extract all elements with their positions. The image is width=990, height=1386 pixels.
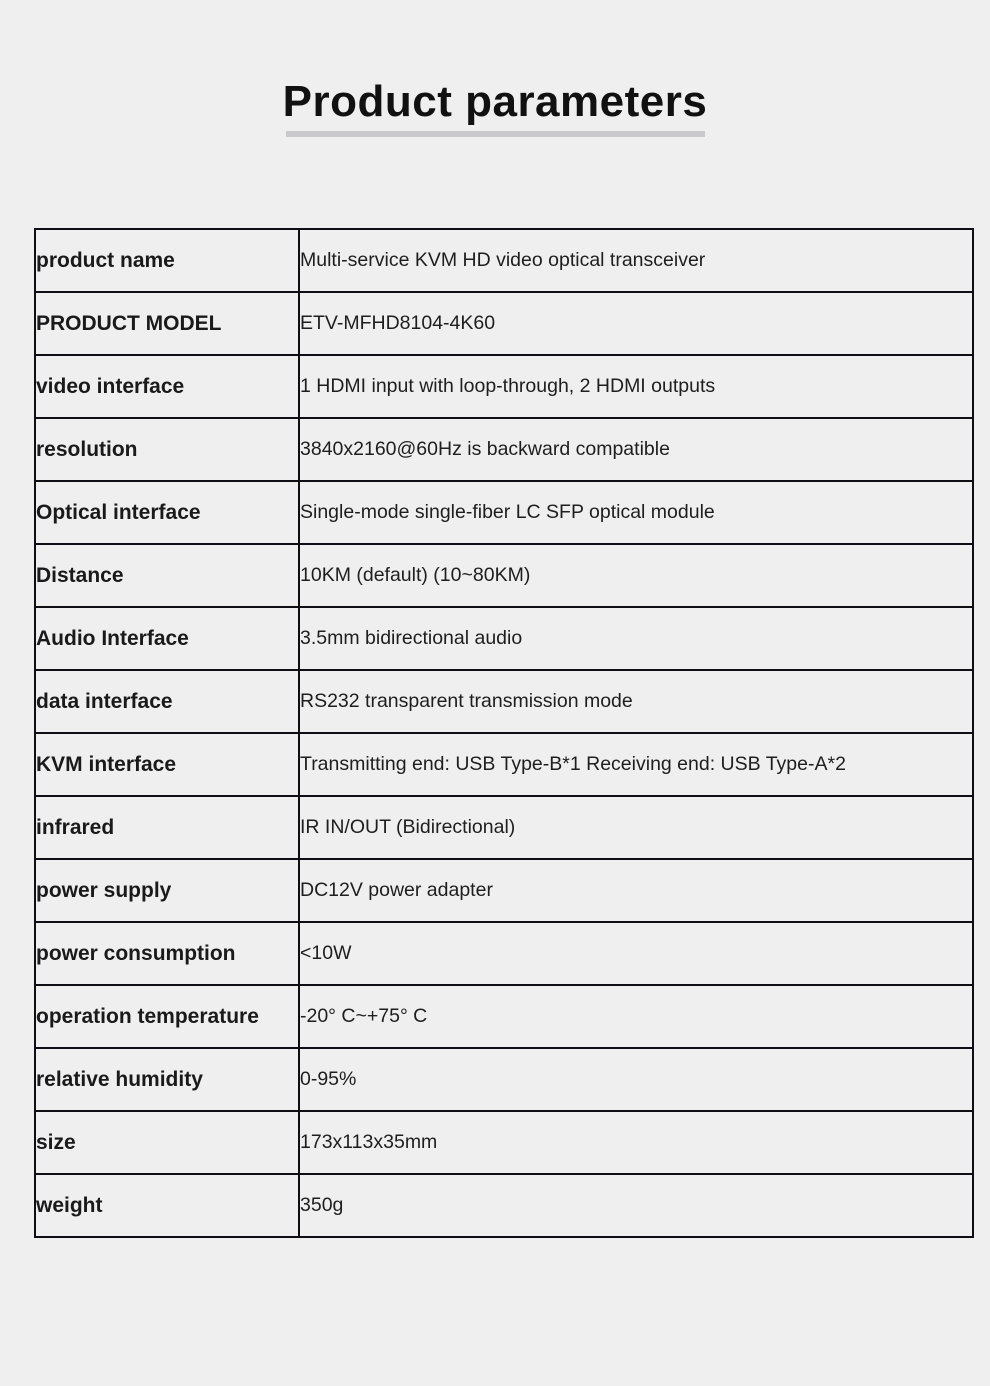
param-name: weight <box>35 1174 299 1237</box>
param-value: 1 HDMI input with loop-through, 2 HDMI outputs <box>299 355 973 418</box>
table-row <box>35 670 973 733</box>
table-row <box>35 607 973 670</box>
param-value: 3840x2160@60Hz is backward compatible <box>299 418 973 481</box>
table-row <box>35 985 973 1048</box>
param-value: RS232 transparent transmission mode <box>299 670 973 733</box>
param-value: -20° C~+75° C <box>299 985 973 1048</box>
table-row <box>35 481 973 544</box>
title-underline <box>286 131 705 137</box>
param-name: resolution <box>35 418 299 481</box>
param-name: power supply <box>35 859 299 922</box>
param-name: operation temperature <box>35 985 299 1048</box>
param-name: size <box>35 1111 299 1174</box>
param-value: 3.5mm bidirectional audio <box>299 607 973 670</box>
param-value: Multi-service KVM HD video optical transceiver <box>299 229 973 292</box>
table-row <box>35 1174 973 1237</box>
param-value: 10KM (default) (10~80KM) <box>299 544 973 607</box>
table-row <box>35 796 973 859</box>
param-value: ETV-MFHD8104-4K60 <box>299 292 973 355</box>
page-title-wrap <box>0 72 990 132</box>
param-name: Optical interface <box>35 481 299 544</box>
table-row <box>35 355 973 418</box>
param-value: IR IN/OUT (Bidirectional) <box>299 796 973 859</box>
table-row <box>35 418 973 481</box>
param-name: data interface <box>35 670 299 733</box>
param-value: 0-95% <box>299 1048 973 1111</box>
param-value: Transmitting end: USB Type-B*1 Receiving end: USB Type-A*2 <box>299 733 973 796</box>
page-title: Product parameters <box>282 77 708 126</box>
param-name: Distance <box>35 544 299 607</box>
param-value: 173x113x35mm <box>299 1111 973 1174</box>
table-row <box>35 733 973 796</box>
table-row <box>35 1111 973 1174</box>
param-name: power consumption <box>35 922 299 985</box>
param-name: Audio Interface <box>35 607 299 670</box>
param-name: KVM interface <box>35 733 299 796</box>
param-value: DC12V power adapter <box>299 859 973 922</box>
param-name: infrared <box>35 796 299 859</box>
spec-table <box>34 228 974 1238</box>
param-value: 350g <box>299 1174 973 1237</box>
param-name: PRODUCT MODEL <box>35 292 299 355</box>
param-value: Single-mode single-fiber LC SFP optical module <box>299 481 973 544</box>
param-name: relative humidity <box>35 1048 299 1111</box>
table-row <box>35 1048 973 1111</box>
param-name: video interface <box>35 355 299 418</box>
param-value: <10W <box>299 922 973 985</box>
table-row <box>35 544 973 607</box>
table-row <box>35 229 973 292</box>
param-name: product name <box>35 229 299 292</box>
table-row <box>35 859 973 922</box>
table-row <box>35 922 973 985</box>
table-row <box>35 292 973 355</box>
